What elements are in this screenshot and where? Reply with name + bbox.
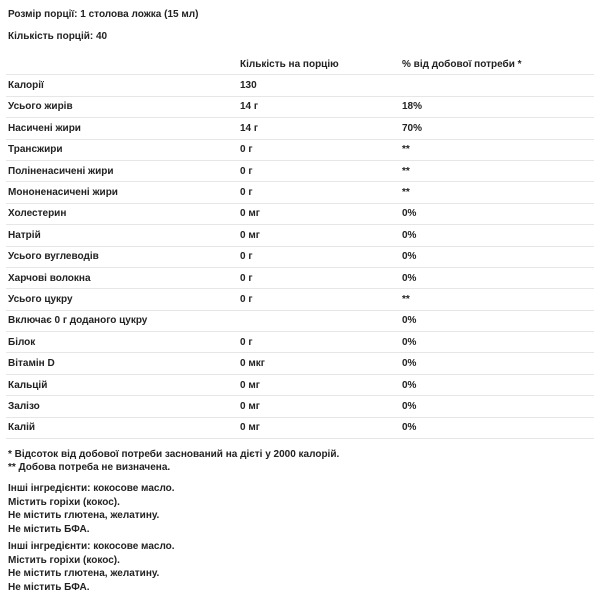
nutrient-dv: ** bbox=[400, 289, 594, 310]
other-info-block-1 bbox=[8, 482, 175, 536]
nutrient-amount bbox=[238, 310, 400, 331]
nutrient-dv: 0% bbox=[400, 267, 594, 288]
ingredients-line: Інші інгредієнти: кокосове масло. bbox=[8, 541, 175, 552]
footnote-undefined: ** Добова потреба не визначена. bbox=[8, 462, 171, 473]
nutrient-dv: 0% bbox=[400, 332, 594, 353]
table-row bbox=[6, 310, 594, 331]
nutrient-dv: 0% bbox=[400, 353, 594, 374]
serving-size: Розмір порції: 1 столова ложка (15 мл) bbox=[8, 9, 199, 20]
footnotes bbox=[8, 448, 339, 474]
nutrient-dv: 0% bbox=[400, 417, 594, 438]
nutrient-dv: 70% bbox=[400, 118, 594, 139]
table-row bbox=[6, 139, 594, 160]
nutrient-name: Вітамін D bbox=[6, 353, 238, 374]
nutrient-name: Усього вуглеводів bbox=[6, 246, 238, 267]
nutrient-name: Трансжири bbox=[6, 139, 238, 160]
table-row bbox=[6, 289, 594, 310]
table-row bbox=[6, 75, 594, 96]
nutrient-dv: ** bbox=[400, 182, 594, 203]
nutrient-dv: ** bbox=[400, 160, 594, 181]
nutrient-amount: 0 г bbox=[238, 246, 400, 267]
nutrient-amount: 0 г bbox=[238, 332, 400, 353]
gluten-line: Не містить глютена, желатину. bbox=[8, 510, 160, 521]
nutrient-name: Мононенасичені жири bbox=[6, 182, 238, 203]
table-row bbox=[6, 417, 594, 438]
table-row bbox=[6, 118, 594, 139]
table-row bbox=[6, 182, 594, 203]
bpa-line: Не містить БФА. bbox=[8, 523, 90, 535]
nutrient-amount: 0 мг bbox=[238, 225, 400, 246]
nutrient-amount: 0 мг bbox=[238, 203, 400, 224]
nutrient-name: Холестерин bbox=[6, 203, 238, 224]
allergen-line: Містить горіхи (кокос). bbox=[8, 554, 120, 566]
nutrient-dv: 0% bbox=[400, 310, 594, 331]
servings-count: Кількість порцій: 40 bbox=[8, 31, 108, 42]
nutrient-name: Усього цукру bbox=[6, 289, 238, 310]
nutrient-name: Натрій bbox=[6, 225, 238, 246]
nutrient-dv: 18% bbox=[400, 96, 594, 117]
header-amount: Кількість на порцію bbox=[238, 54, 400, 75]
bpa-line: Не містить БФА. bbox=[8, 581, 90, 593]
table-row bbox=[6, 246, 594, 267]
ingredients-line: Інші інгредієнти: кокосове масло. bbox=[8, 483, 175, 494]
nutrient-name: Калорії bbox=[6, 75, 238, 96]
nutrient-name: Калій bbox=[6, 417, 238, 438]
table-row bbox=[6, 374, 594, 395]
nutrient-dv: 0% bbox=[400, 374, 594, 395]
table-row bbox=[6, 396, 594, 417]
nutrient-dv: 0% bbox=[400, 396, 594, 417]
nutrient-name: Включає 0 г доданого цукру bbox=[6, 310, 238, 331]
nutrient-name: Білок bbox=[6, 332, 238, 353]
nutrient-name: Харчові волокна bbox=[6, 267, 238, 288]
nutrient-amount: 0 г bbox=[238, 160, 400, 181]
table-row bbox=[6, 267, 594, 288]
nutrient-amount: 130 bbox=[238, 75, 400, 96]
table-row bbox=[6, 160, 594, 181]
nutrient-amount: 0 г bbox=[238, 139, 400, 160]
table-row bbox=[6, 225, 594, 246]
nutrient-amount: 0 мг bbox=[238, 374, 400, 395]
nutrient-amount: 0 г bbox=[238, 289, 400, 310]
nutrient-dv bbox=[400, 75, 594, 96]
nutrient-dv: 0% bbox=[400, 225, 594, 246]
nutrient-amount: 14 г bbox=[238, 96, 400, 117]
nutrient-name: Усього жирів bbox=[6, 96, 238, 117]
table-row bbox=[6, 332, 594, 353]
nutrient-amount: 0 г bbox=[238, 182, 400, 203]
nutrient-amount: 0 мг bbox=[238, 417, 400, 438]
nutrient-name: Кальцій bbox=[6, 374, 238, 395]
gluten-line: Не містить глютена, желатину. bbox=[8, 568, 160, 579]
table-row bbox=[6, 203, 594, 224]
header-nutrient bbox=[6, 54, 238, 75]
nutrient-amount: 0 мкг bbox=[238, 353, 400, 374]
footnote-dv: * Відсоток від добової потреби заснований на дієті у 2000 калорій. bbox=[8, 449, 340, 460]
other-info-block-2 bbox=[8, 540, 175, 594]
table-header-row bbox=[6, 54, 594, 75]
nutrient-dv: 0% bbox=[400, 203, 594, 224]
nutrient-amount: 0 мг bbox=[238, 396, 400, 417]
nutrient-name: Насичені жири bbox=[6, 118, 238, 139]
table-row bbox=[6, 96, 594, 117]
nutrient-name: Поліненасичені жири bbox=[6, 160, 238, 181]
nutrient-amount: 0 г bbox=[238, 267, 400, 288]
table-row bbox=[6, 353, 594, 374]
nutrient-amount: 14 г bbox=[238, 118, 400, 139]
allergen-line: Містить горіхи (кокос). bbox=[8, 496, 120, 508]
nutrient-dv: 0% bbox=[400, 246, 594, 267]
header-daily-value: % від добової потреби * bbox=[400, 54, 594, 75]
nutrient-dv: ** bbox=[400, 139, 594, 160]
nutrient-name: Залізо bbox=[6, 396, 238, 417]
nutrition-table bbox=[6, 54, 594, 439]
